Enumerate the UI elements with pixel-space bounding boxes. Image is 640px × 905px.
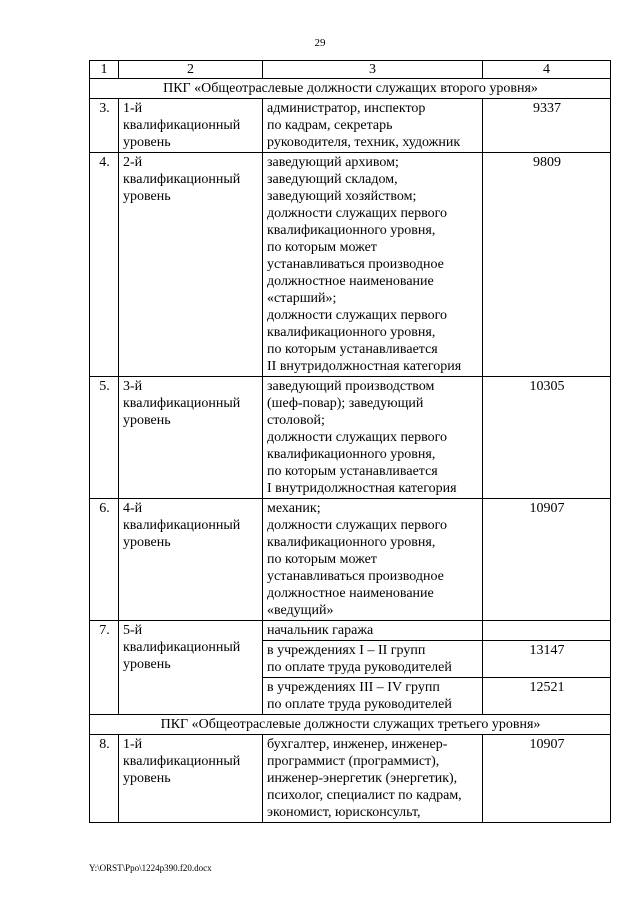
level-line: уровень: [123, 413, 171, 428]
position-line: по которым устанавливается: [267, 464, 438, 479]
position-line: заведующий складом,: [267, 172, 398, 187]
level-line: квалификационный: [123, 518, 241, 533]
position-line: II внутридолжностная категория: [267, 359, 462, 374]
group-row: [90, 79, 611, 99]
position-line: квалификационного уровня,: [267, 447, 436, 462]
position-line: в учреждениях I – II групп: [267, 643, 426, 658]
header-col-1: 1: [90, 61, 119, 79]
positions-cell: начальник гаража: [263, 621, 483, 641]
row-number: 6.: [90, 499, 119, 621]
salary-cell: 12521: [483, 678, 611, 715]
position-line: (шеф-повар); заведующий: [267, 396, 424, 411]
position-line: по которым может: [267, 240, 377, 255]
table-header-row: [90, 61, 611, 79]
row-number: 7.: [90, 621, 119, 715]
positions-cell: [263, 377, 483, 499]
position-line: квалификационного уровня,: [267, 535, 436, 550]
position-line: по кадрам, секретарь: [267, 118, 393, 133]
position-line: заведующий производством: [267, 379, 435, 394]
position-line: по оплате труда руководителей: [267, 660, 452, 675]
level-line: уровень: [123, 657, 171, 672]
salary-cell-empty: [483, 621, 611, 641]
level-line: 4-й: [123, 501, 143, 516]
group-row: [90, 715, 611, 735]
position-line: программист (программист),: [267, 754, 440, 769]
header-col-2: 2: [119, 61, 263, 79]
table-row: [90, 99, 611, 153]
table-row: [90, 735, 611, 823]
level-cell: [119, 621, 263, 715]
position-line: по которым устанавливается: [267, 342, 438, 357]
position-line: квалификационного уровня,: [267, 325, 436, 340]
group-title: ПКГ «Общеотраслевые должности служащих третьего уровня»: [90, 715, 611, 735]
position-line: I внутридолжностная категория: [267, 481, 457, 496]
row-number: 8.: [90, 735, 119, 823]
position-line: устанавливаться производное: [267, 257, 444, 272]
salary-cell: 13147: [483, 641, 611, 678]
level-line: 2-й: [123, 155, 143, 170]
level-line: уровень: [123, 189, 171, 204]
position-line: инженер-энергетик (энергетик),: [267, 771, 458, 786]
level-line: квалификационный: [123, 640, 241, 655]
positions-cell: [263, 735, 483, 823]
positions-cell: [263, 153, 483, 377]
level-line: 1-й: [123, 101, 143, 116]
position-line: администратор, инспектор: [267, 101, 426, 116]
table-row: [90, 377, 611, 499]
header-col-3: 3: [263, 61, 483, 79]
group-title: ПКГ «Общеотраслевые должности служащих второго уровня»: [90, 79, 611, 99]
level-line: уровень: [123, 771, 171, 786]
position-line: «ведущий»: [267, 603, 334, 618]
level-cell: [119, 377, 263, 499]
position-line: заведующий архивом;: [267, 155, 399, 170]
level-line: квалификационный: [123, 396, 241, 411]
table-row: [90, 153, 611, 377]
level-line: квалификационный: [123, 118, 241, 133]
salary-cell: 10907: [483, 735, 611, 823]
row-number: 3.: [90, 99, 119, 153]
salary-cell: 10907: [483, 499, 611, 621]
level-cell: [119, 499, 263, 621]
salary-cell: 10305: [483, 377, 611, 499]
position-line: «старший»;: [267, 291, 337, 306]
position-line: по которым может: [267, 552, 377, 567]
level-line: 3-й: [123, 379, 143, 394]
positions-cell: [263, 678, 483, 715]
position-line: столовой;: [267, 413, 325, 428]
level-cell: [119, 153, 263, 377]
row-number: 5.: [90, 377, 119, 499]
file-path-footer: Y:\ORST\Ppo\1224p390.f20.docx: [89, 863, 212, 873]
positions-cell: [263, 641, 483, 678]
position-line: должности служащих первого: [267, 430, 448, 445]
position-line: квалификационного уровня,: [267, 223, 436, 238]
position-line: в учреждениях III – IV групп: [267, 680, 440, 695]
level-line: квалификационный: [123, 172, 241, 187]
level-line: уровень: [123, 535, 171, 550]
position-line: механик;: [267, 501, 321, 516]
position-line: бухгалтер, инженер, инженер-: [267, 737, 448, 752]
salary-cell: 9809: [483, 153, 611, 377]
table-row: [90, 621, 611, 641]
position-line: должности служащих первого: [267, 518, 448, 533]
level-cell: [119, 735, 263, 823]
position-line: экономист, юрисконсульт,: [267, 805, 421, 820]
position-line: заведующий хозяйством;: [267, 189, 417, 204]
level-line: 5-й: [123, 623, 143, 638]
position-line: должностное наименование: [267, 586, 434, 601]
position-line: по оплате труда руководителей: [267, 697, 452, 712]
positions-cell: [263, 499, 483, 621]
position-line: должности служащих первого: [267, 206, 448, 221]
position-line: устанавливаться производное: [267, 569, 444, 584]
page-number: 29: [314, 37, 326, 49]
salary-table: [89, 60, 611, 823]
row-number: 4.: [90, 153, 119, 377]
position-line: должности служащих первого: [267, 308, 448, 323]
level-line: квалификационный: [123, 754, 241, 769]
position-line: руководителя, техник, художник: [267, 135, 461, 150]
level-cell: [119, 99, 263, 153]
position-line: психолог, специалист по кадрам,: [267, 788, 462, 803]
header-col-4: 4: [483, 61, 611, 79]
table-row: [90, 499, 611, 621]
level-line: уровень: [123, 135, 171, 150]
level-line: 1-й: [123, 737, 143, 752]
salary-cell: 9337: [483, 99, 611, 153]
position-line: должностное наименование: [267, 274, 434, 289]
positions-cell: [263, 99, 483, 153]
